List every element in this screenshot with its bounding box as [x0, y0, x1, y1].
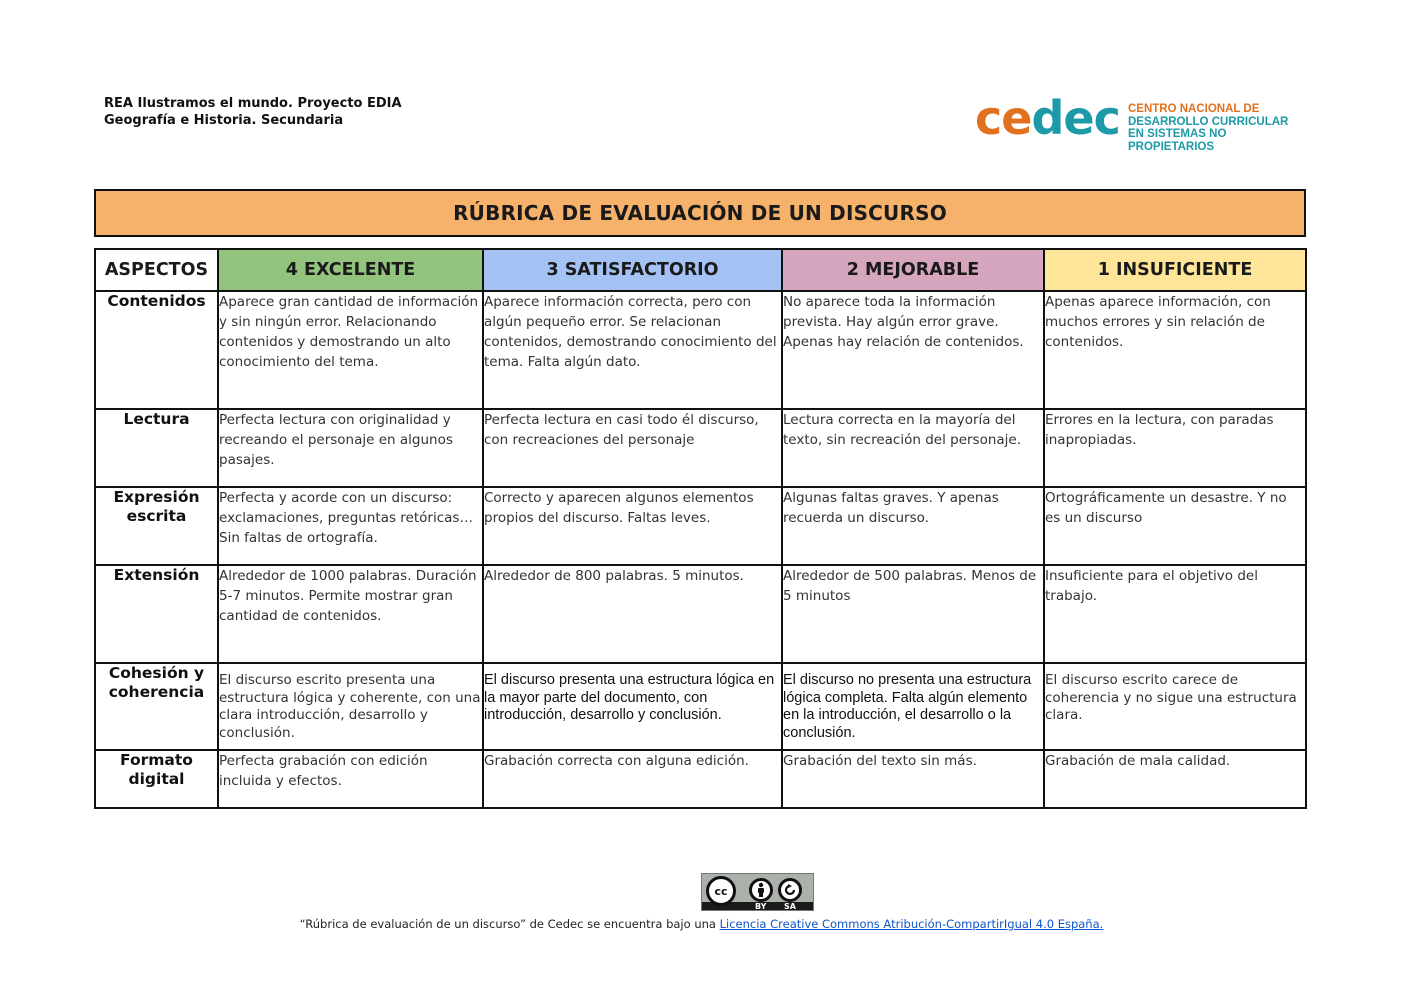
logo-word-part2: dec — [1031, 91, 1120, 145]
share-alike-arrow-icon — [783, 883, 797, 897]
license-text: “Rúbrica de evaluación de un discurso” de Cedec se encuentra bajo una — [299, 917, 720, 931]
license-footer — [0, 917, 1403, 931]
person-icon — [754, 882, 768, 898]
rubric-cell: Lectura correcta en la mayoría del texto, sin recreación del personaje. — [782, 409, 1044, 487]
rubric-cell: Insuficiente para el objetivo del trabajo. — [1044, 565, 1306, 663]
rubric-cell: Alrededor de 800 palabras. 5 minutos. — [483, 565, 782, 663]
logo-sub-line1: CENTRO NACIONAL DE — [1128, 103, 1260, 115]
rubric-table — [94, 248, 1307, 809]
rubric-header-row — [95, 249, 1306, 291]
logo-sub-line3: EN SISTEMAS NO PROPIETARIOS — [1128, 128, 1227, 153]
column-header-insuficiente: 1 INSUFICIENTE — [1044, 249, 1306, 291]
rubric-cell: Grabación de mala calidad. — [1044, 750, 1306, 808]
badge-label-by: BY — [755, 902, 767, 911]
cc-by-sa-badge[interactable] — [701, 873, 814, 911]
row-aspect-label: Lectura — [95, 409, 218, 487]
rubric-cell: Grabación correcta con alguna edición. — [483, 750, 782, 808]
row-aspect-label: Expresión escrita — [95, 487, 218, 565]
row-aspect-label: Contenidos — [95, 291, 218, 409]
rubric-cell: Perfecta grabación con edición incluida y efectos. — [218, 750, 483, 808]
rubric-cell: Ortográficamente un desastre. Y no es un discurso — [1044, 487, 1306, 565]
row-aspect-label: Cohesión y coherencia — [95, 663, 218, 750]
table-row — [95, 291, 1306, 409]
badge-label-sa: SA — [784, 902, 796, 911]
cedec-logo — [975, 91, 1305, 153]
rubric-cell: Grabación del texto sin más. — [782, 750, 1044, 808]
rubric-cell: El discurso no presenta una estructura lógica completa. Falta algún elemento en la introducción, el desarrollo o la conclusión. — [782, 663, 1044, 750]
rubric-cell: Apenas aparece información, con muchos errores y sin relación de contenidos. — [1044, 291, 1306, 409]
rubric-cell: Perfecta y acorde con un discurso: exclamaciones, preguntas retóricas… Sin faltas de ortografía. — [218, 487, 483, 565]
rubric-cell: Correcto y aparecen algunos elementos propios del discurso. Faltas leves. — [483, 487, 782, 565]
rubric-cell: Alrededor de 1000 palabras. Duración 5-7 minutos. Permite mostrar gran cantidad de contenidos. — [218, 565, 483, 663]
table-row — [95, 565, 1306, 663]
header-subject-line: Geografía e Historia. Secundaria — [104, 113, 344, 128]
logo-word-part1: ce — [975, 91, 1032, 145]
row-aspect-label: Extensión — [95, 565, 218, 663]
cedec-logo-wordmark — [975, 90, 1120, 146]
column-header-excelente: 4 EXCELENTE — [218, 249, 483, 291]
table-row — [95, 487, 1306, 565]
attribution-icon — [749, 878, 773, 902]
document-header — [104, 95, 402, 129]
rubric-cell: El discurso presenta una estructura lógica en la mayor parte del documento, con introducción, desarrollo y conclusión. — [483, 663, 782, 750]
rubric-cell: El discurso escrito carece de coherencia y no sigue una estructura clara. — [1044, 663, 1306, 750]
row-aspect-label: Formato digital — [95, 750, 218, 808]
rubric-cell: No aparece toda la información prevista. Hay algún error grave. Apenas hay relación de contenidos. — [782, 291, 1044, 409]
cedec-logo-subtitle — [1128, 103, 1305, 153]
cc-icon: cc — [706, 876, 736, 906]
table-row — [95, 663, 1306, 750]
rubric-cell: Perfecta lectura en casi todo él discurso, con recreaciones del personaje — [483, 409, 782, 487]
rubric-cell: Perfecta lectura con originalidad y recreando el personaje en algunos pasajes. — [218, 409, 483, 487]
table-row — [95, 750, 1306, 808]
rubric-cell: Algunas faltas graves. Y apenas recuerda un discurso. — [782, 487, 1044, 565]
header-project-line: REA Ilustramos el mundo. Proyecto EDIA — [104, 96, 402, 111]
license-link[interactable]: Licencia Creative Commons Atribución-CompartirIgual 4.0 España. — [719, 917, 1104, 931]
rubric-cell: Aparece gran cantidad de información y sin ningún error. Relacionando contenidos y demostrando un alto conocimiento del tema. — [218, 291, 483, 409]
column-header-aspects: ASPECTOS — [95, 249, 218, 291]
column-header-satisfactorio: 3 SATISFACTORIO — [483, 249, 782, 291]
rubric-title: RÚBRICA DE EVALUACIÓN DE UN DISCURSO — [94, 189, 1306, 237]
rubric-cell: Aparece información correcta, pero con algún pequeño error. Se relacionan contenidos, demostrando conocimiento del tema. Falta algún dato. — [483, 291, 782, 409]
rubric-cell: El discurso escrito presenta una estructura lógica y coherente, con una clara introducción, desarrollo y conclusión. — [218, 663, 483, 750]
column-header-mejorable: 2 MEJORABLE — [782, 249, 1044, 291]
rubric-cell: Errores en la lectura, con paradas inapropiadas. — [1044, 409, 1306, 487]
table-row — [95, 409, 1306, 487]
rubric-cell: Alrededor de 500 palabras. Menos de 5 minutos — [782, 565, 1044, 663]
share-alike-icon — [778, 878, 802, 902]
logo-sub-line2: DESARROLLO CURRICULAR — [1128, 115, 1289, 128]
